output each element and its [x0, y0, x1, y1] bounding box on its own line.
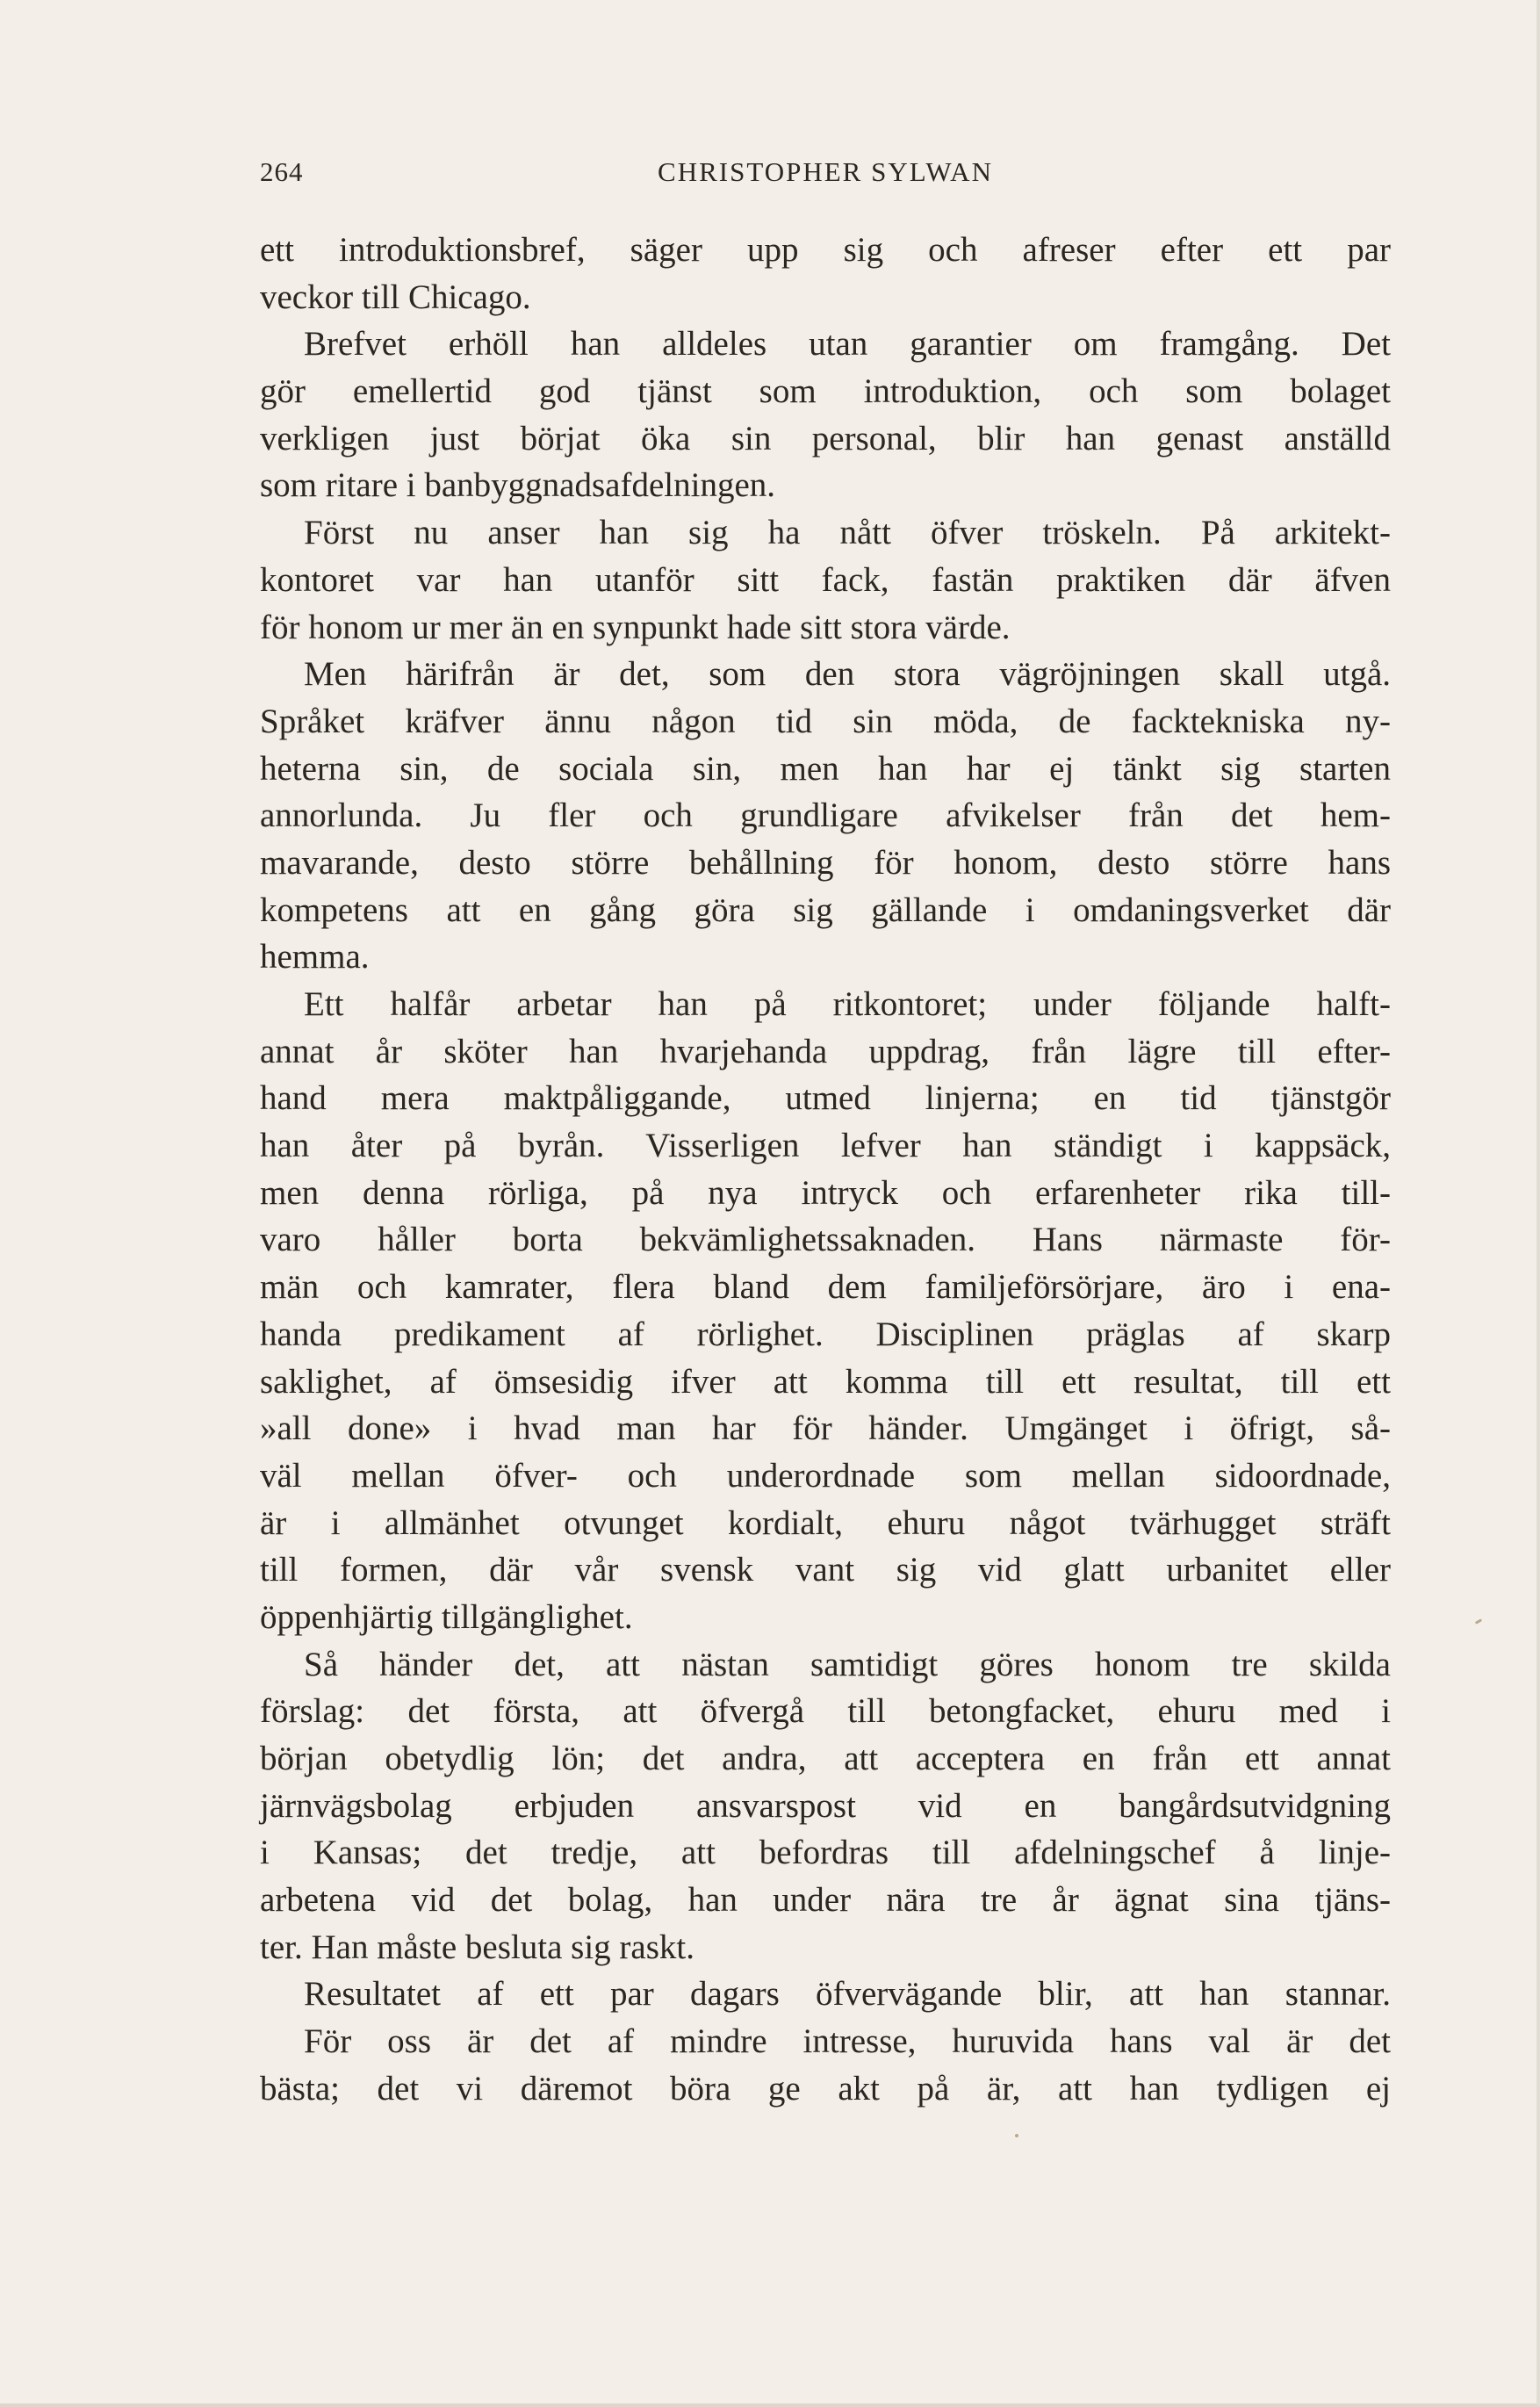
- text-line: Språket kräfver ännu någon tid sin möda, de facktekniska ny-: [260, 702, 1391, 740]
- text-line: veckor till Chicago.: [260, 277, 531, 316]
- text-line: Brefvet erhöll han alldeles utan garantier om framgång. Det: [304, 325, 1391, 364]
- text-line: Först nu anser han sig ha nått öfver tröskeln. På arkitekt-: [304, 514, 1391, 552]
- paper-speck: [1475, 1618, 1482, 1625]
- text-line: heterna sin, de sociala sin, men han har ej tänkt sig starten: [260, 749, 1391, 788]
- text-line: gör emellertid god tjänst som introduktion, och som bolaget: [260, 372, 1391, 411]
- text-line: ter. Han måste besluta sig raskt.: [260, 1928, 694, 1966]
- page-number: 264: [260, 156, 304, 187]
- text-line: män och kamrater, flera bland dem familjeförsörjare, äro i ena-: [260, 1268, 1391, 1307]
- text-line: han åter på byrån. Visserligen lefver han ständigt i kappsäck,: [260, 1127, 1391, 1165]
- text-line: i Kansas; det tredje, att befordras till afdelningschef å linje-: [260, 1834, 1391, 1872]
- running-head: CHRISTOPHER SYLWAN: [658, 156, 993, 187]
- text-line: som ritare i banbyggnadsafdelningen.: [260, 466, 775, 505]
- page-header: [260, 156, 1391, 200]
- text-line: »all done» i hvad man har för händer. Umgänget i öfrigt, så-: [260, 1409, 1391, 1448]
- text-line: arbetena vid det bolag, han under nära tre år ägnat sina tjäns-: [260, 1881, 1391, 1920]
- text-line: mavarande, desto större behållning för honom, desto större hans: [260, 843, 1391, 882]
- text-line: öppenhjärtig tillgänglighet.: [260, 1597, 633, 1636]
- text-line: Ett halfår arbetar han på ritkontoret; under följande halft-: [304, 985, 1391, 1023]
- text-line: kontoret var han utanför sitt fack, fastän praktiken där äfven: [260, 560, 1391, 599]
- text-line: varo håller borta bekvämlighetssaknaden. Hans närmaste för-: [260, 1221, 1391, 1259]
- text-line: Men härifrån är det, som den stora vägröjningen skall utgå.: [304, 655, 1391, 694]
- text-line: till formen, där vår svensk vant sig vid glatt urbanitet eller: [260, 1551, 1391, 1589]
- text-line: saklighet, af ömsesidig ifver att komma till ett resultat, till ett: [260, 1362, 1391, 1401]
- text-line: hemma.: [260, 938, 370, 976]
- text-line: Så händer det, att nästan samtidigt göres honom tre skilda: [304, 1645, 1391, 1683]
- text-line: hand mera maktpåliggande, utmed linjerna; en tid tjänstgör: [260, 1079, 1391, 1118]
- text-line: väl mellan öfver- och underordnade som mellan sidoordnade,: [260, 1456, 1391, 1495]
- text-line: är i allmänhet otvunget kordialt, ehuru något tvärhugget sträft: [260, 1503, 1391, 1542]
- text-line: verkligen just börjat öka sin personal, blir han genast anställd: [260, 419, 1391, 458]
- text-line: Resultatet af ett par dagars öfvervägande blir, att han stannar.: [304, 1975, 1391, 2014]
- text-line: bästa; det vi däremot böra ge akt på är, att han tydligen ej: [260, 2069, 1391, 2108]
- text-line: kompetens att en gång göra sig gällande i omdaningsverket där: [260, 890, 1391, 929]
- text-line: annorlunda. Ju fler och grundligare afvikelser från det hem-: [260, 796, 1391, 835]
- text-line: för honom ur mer än en synpunkt hade sitt stora värde.: [260, 608, 1011, 646]
- text-line: annat år sköter han hvarjehanda uppdrag, från lägre till efter-: [260, 1032, 1391, 1070]
- text-line: men denna rörliga, på nya intryck och erfarenheter rika till-: [260, 1173, 1391, 1212]
- body-text: [260, 227, 1391, 2113]
- paper-speck: [1015, 2134, 1018, 2137]
- text-line: förslag: det första, att öfvergå till betongfacket, ehuru med i: [260, 1692, 1391, 1731]
- text-line: För oss är det af mindre intresse, huruvida hans val är det: [304, 2022, 1391, 2061]
- text-line: handa predikament af rörlighet. Disciplinen präglas af skarp: [260, 1315, 1391, 1353]
- text-line: järnvägsbolag erbjuden ansvarspost vid en bangårdsutvidgning: [260, 1786, 1391, 1825]
- text-line: ett introduktionsbref, säger upp sig och afreser efter ett par: [260, 231, 1391, 269]
- text-line: början obetydlig lön; det andra, att acceptera en från ett annat: [260, 1740, 1391, 1777]
